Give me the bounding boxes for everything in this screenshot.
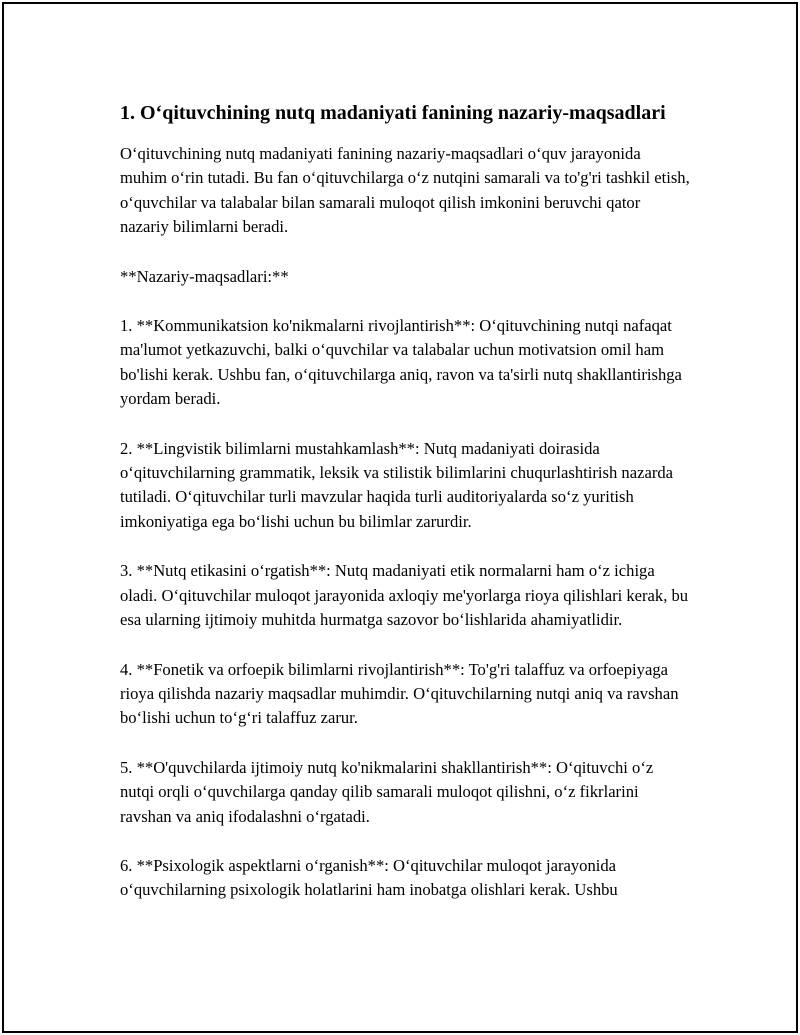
list-item-4: 4. **Fonetik va orfoepik bilimlarni rivojlantirish**: To'g'ri talaffuz va orfoepiyaga rioya qilishda nazariy maqsadlar muhimdir. O‘qituvchilarning nutqi aniq va ravshan bo‘lishi uchun to‘g‘ri talaffuz zarur. [120,659,679,728]
section-subheading: **Nazariy-maqsadlari:** [120,266,289,286]
document-page [2,2,798,1033]
list-item-3: 3. **Nutq etikasini o‘rgatish**: Nutq madaniyati etik normalarni ham o‘z ichiga oladi. O‘qituvchilar muloqot jarayonida axloqiy me'yorlarga rioya qilishlari kerak, bu esa ularning ijtimoiy muhitda hurmatga sazovor bo‘lishlarida ahamiyatlidir. [120,561,689,630]
list-item-2: 2. **Lingvistik bilimlarni mustahkamlash**: Nutq madaniyati doirasida o‘qituvchilarning grammatik, leksik va stilistik bilimlarini chuqurlashtirish nazarda tutiladi. O‘qituvchilar turli mavzular haqida turli auditoriyalarda so‘z yuritish imkoniyatiga ega bo‘lishi uchun bu bilimlar zarurdir. [120,438,674,531]
intro-paragraph: O‘qituvchining nutq madaniyati fanining nazariy-maqsadlari o‘quv jarayonida muhim o‘rin tutadi. Bu fan o‘qituvchilarga o‘z nutqini samarali va to'g'ri tashkil etish, o‘quvchilar va talabalar bilan samarali muloqot qilish imkonini beruvchi qator nazariy bilimlarni beradi. [120,144,690,237]
list-item-5: 5. **O'quvchilarda ijtimoiy nutq ko'nikmalarini shakllantirish**: O‘qituvchi o‘z nutqi orqli o‘quvchilarga qanday qilib samarali muloqot qilishni, o‘z fikrlarini ravshan va aniq ifodalashni o‘rgatadi. [120,757,654,826]
document-title: 1. O‘qituvchining nutq madaniyati fanining nazariy-maqsadlari [120,102,666,124]
list-item-6: 6. **Psixologik aspektlarni o‘rganish**: O‘qituvchilar muloqot jarayonida o‘quvchilarning psixologik holatlarini ham inobatga olishlari kerak. Ushbu [120,855,618,900]
document-content [120,98,690,928]
list-item-1: 1. **Kommunikatsion ko'nikmalarni rivojlantirish**: O‘qituvchining nutqi nafaqat ma'lumot yetkazuvchi, balki o‘quvchilar va talabalar uchun motivatsion omil ham bo'lishi kerak. Ushbu fan, o‘qituvchilarga aniq, ravon va ta'sirli nutq shakllantirishga yordam beradi. [120,316,682,409]
